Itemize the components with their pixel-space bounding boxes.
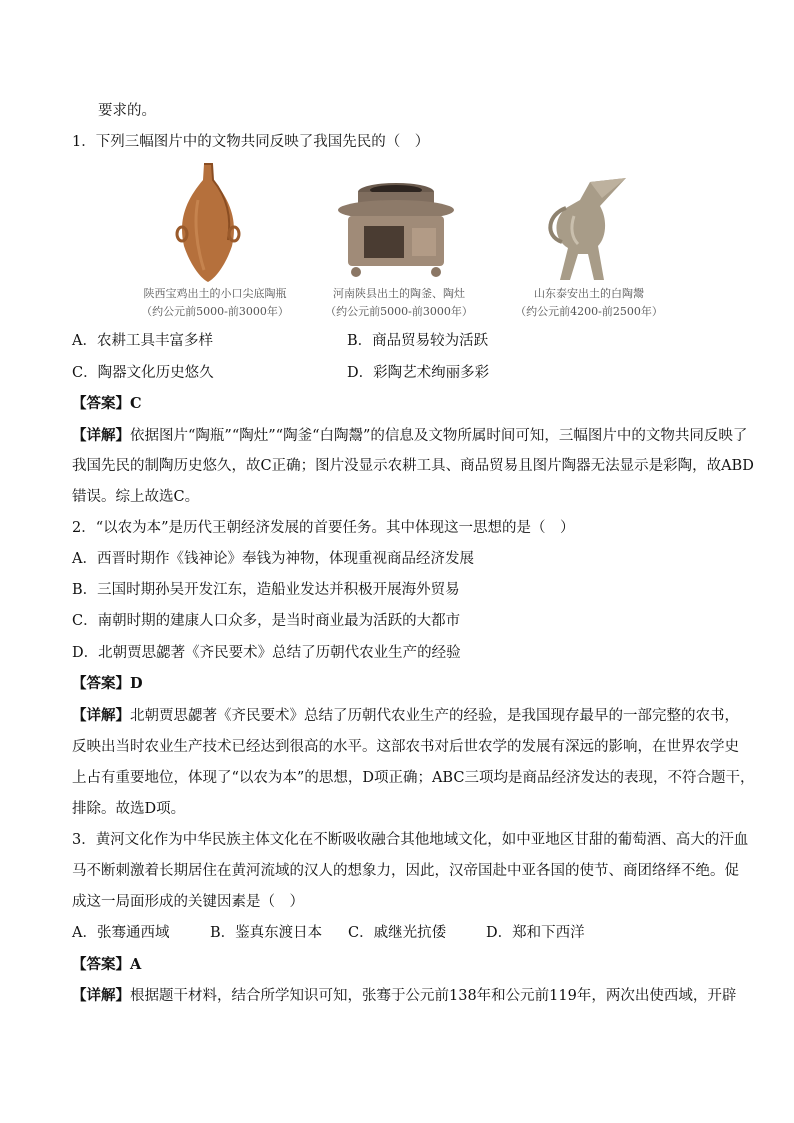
figure-3-date: （约公元前4200-前2500年） xyxy=(515,305,663,318)
q2-explain-line-1 xyxy=(72,706,739,726)
q1-explain-line-2: 我国先民的制陶历史悠久，故C正确；图片没显示农耕工具、商品贸易且图片陶器无法显示是彩陶，故ABD xyxy=(72,458,754,474)
q2-explain-line-3: 上占有重要地位，体现了“以农为本”的思想，D项正确；ABC三项均是商品经济发达的表现，不符合题干， xyxy=(72,770,755,786)
q1-explain-line-3: 错误。综上故选C。 xyxy=(72,489,200,505)
q1-explain-line-1 xyxy=(72,426,747,446)
q3-stem-line-1: 3．黄河文化作为中华民族主体文化在不断吸收融合其他地域文化，如中亚地区甘甜的葡萄酒、高大的汗血 xyxy=(72,832,749,848)
q1-option-d[interactable]: D．彩陶艺术绚丽多彩 xyxy=(347,365,490,381)
figure-1-caption: 陕西宝鸡出土的小口尖底陶瓶 xyxy=(143,287,287,300)
q2-option-d[interactable]: D．北朝贾思勰著《齐民要术》总结了历朝代农业生产的经验 xyxy=(72,645,461,661)
q1-stem: 1．下列三幅图片中的文物共同反映了我国先民的（ ） xyxy=(72,134,430,150)
q2-explain-line-2: 反映出当时农业生产技术已经达到很高的水平。这部农书对后世农学的发展有深远的影响，在世界农学史 xyxy=(72,739,739,755)
q2-stem: 2．“以农为本”是历代王朝经济发展的首要任务。其中体现这一思想的是（ ） xyxy=(72,520,575,536)
figure-pottery-vase xyxy=(168,160,248,285)
q3-stem-line-2: 马不断刺激着长期居住在黄河流域的汉人的想象力，因此，汉帝国赴中亚各国的使节、商团络绎不绝。促 xyxy=(72,863,739,879)
figure-2-caption: 河南陕县出土的陶釜、陶灶 xyxy=(333,287,465,300)
q3-option-a[interactable]: A．张骞通西域 xyxy=(72,925,170,941)
q1-option-b[interactable]: B．商品贸易较为活跃 xyxy=(347,333,489,349)
q1-explain-text-1: 依据图片“陶瓶”“陶灶”“陶釜“白陶鬶”的信息及文物所属时间可知，三幅图片中的文物共同反映了 xyxy=(130,428,748,444)
figure-pottery-pitcher xyxy=(540,176,630,284)
q2-answer: 【答案】D xyxy=(72,675,143,692)
q2-option-a[interactable]: A．西晋时期作《钱神论》奉钱为神物，体现重视商品经济发展 xyxy=(72,551,474,567)
q1-answer: 【答案】C xyxy=(72,395,142,412)
figure-1-date: （约公元前5000-前3000年） xyxy=(141,305,289,318)
figure-3-caption: 山东泰安出土的白陶鬶 xyxy=(534,287,644,300)
q3-answer: 【答案】A xyxy=(72,956,142,973)
q1-explain-label: 【详解】 xyxy=(72,427,130,444)
q3-option-c[interactable]: C．戚继光抗倭 xyxy=(348,925,447,941)
q2-explain-line-4: 排除。故选D项。 xyxy=(72,801,186,817)
q3-stem-line-3: 成这一局面形成的关键因素是（ ） xyxy=(72,894,304,910)
q3-explain-line-1 xyxy=(72,986,736,1006)
intro-text: 要求的。 xyxy=(98,103,156,119)
q3-explain-label: 【详解】 xyxy=(72,987,130,1004)
q2-explain-text-1: 北朝贾思勰著《齐民要术》总结了历朝代农业生产的经验，是我国现存最早的一部完整的农书， xyxy=(130,708,739,724)
q3-explain-text-1: 根据题干材料，结合所学知识可知，张骞于公元前138年和公元前119年，两次出使西域，开辟 xyxy=(130,988,737,1004)
q2-option-c[interactable]: C．南朝时期的建康人口众多，是当时商业最为活跃的大都市 xyxy=(72,613,461,629)
q2-explain-label: 【详解】 xyxy=(72,707,130,724)
figure-pottery-stove xyxy=(334,178,458,282)
q1-option-c[interactable]: C．陶器文化历史悠久 xyxy=(72,365,214,381)
q1-option-a[interactable]: A．农耕工具丰富多样 xyxy=(72,333,213,349)
q2-option-b[interactable]: B．三国时期孙吴开发江东，造船业发达并积极开展海外贸易 xyxy=(72,582,460,598)
q3-option-b[interactable]: B．鉴真东渡日本 xyxy=(210,925,323,941)
q3-option-d[interactable]: D．郑和下西洋 xyxy=(486,925,585,941)
figure-2-date: （约公元前5000-前3000年） xyxy=(325,305,473,318)
